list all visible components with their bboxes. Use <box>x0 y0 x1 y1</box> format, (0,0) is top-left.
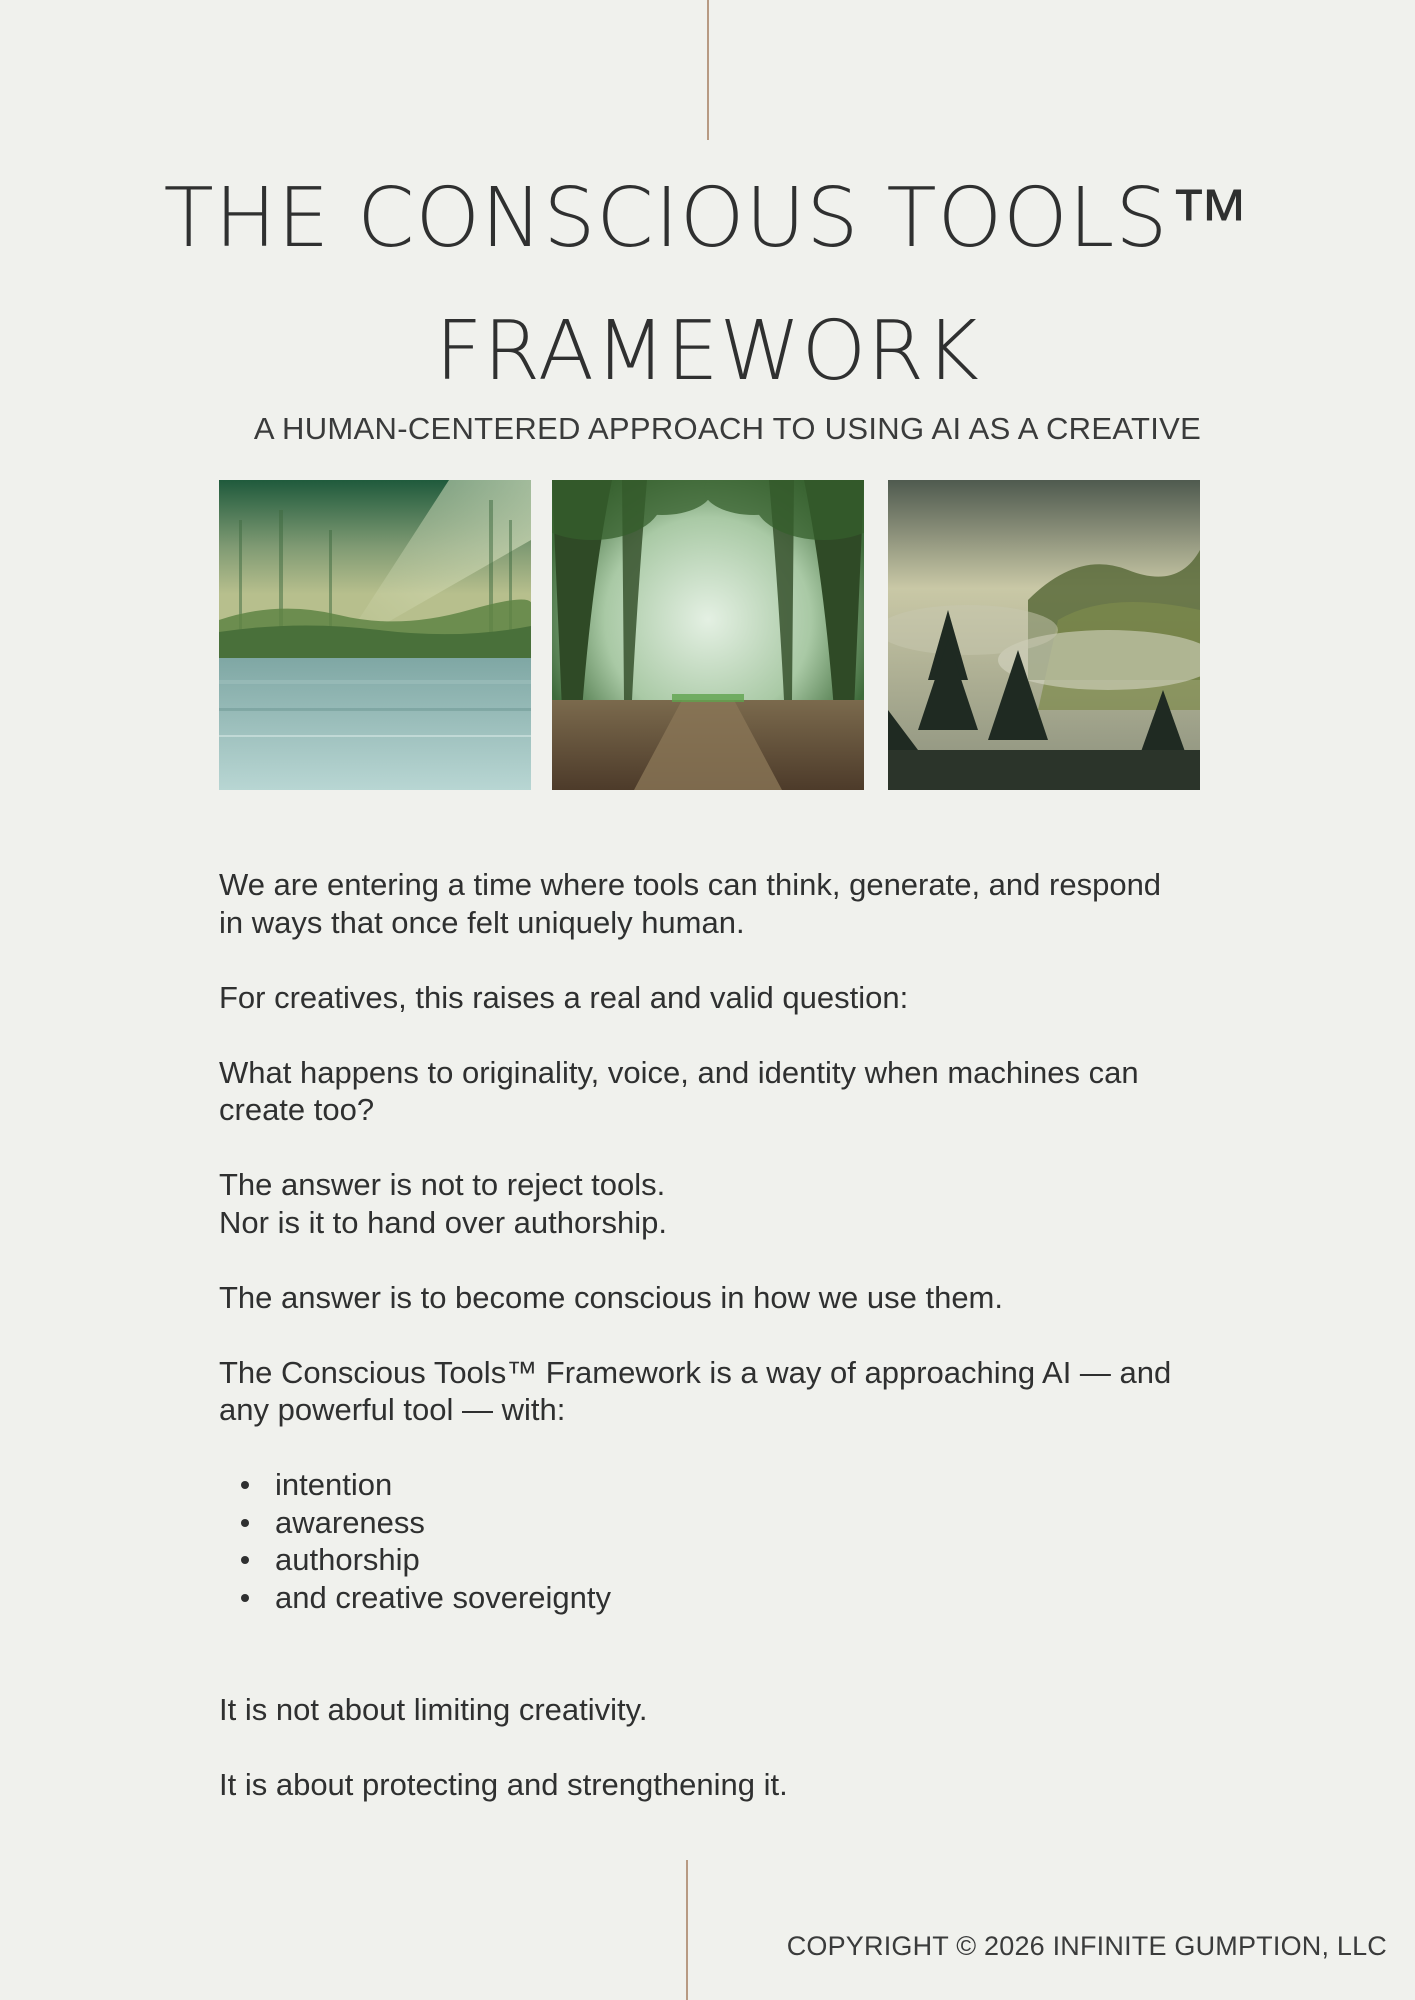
body-text <box>219 866 1279 1841</box>
copyright-footer: COPYRIGHT © 2026 INFINITE GUMPTION, LLC <box>786 1931 1387 1961</box>
values-list <box>219 1466 1279 1616</box>
title-line-1: THE CONSCIOUS TOOLS™ <box>163 171 1252 266</box>
paragraph-question-lead: For creatives, this raises a real and valid question: <box>219 979 909 1015</box>
list-item: awareness <box>275 1504 1279 1542</box>
misty-marsh-photo <box>219 480 531 790</box>
paragraph-question: What happens to originality, voice, and identity when machines can create too? <box>219 1054 1139 1127</box>
foggy-pine-hills-photo <box>888 480 1200 790</box>
list-item: and creative sovereignty <box>275 1579 1279 1617</box>
paragraph-framework: The Conscious Tools™ Framework is a way of approaching AI — and any powerful tool — with: <box>219 1354 1172 1427</box>
paragraph-answer: The answer is not to reject tools. Nor is it to hand over authorship. <box>219 1167 668 1240</box>
paragraph-conscious: The answer is to become conscious in how we use them. <box>219 1279 1003 1315</box>
forest-path-photo <box>552 480 864 790</box>
paragraph-not-limiting: It is not about limiting creativity. <box>219 1692 648 1727</box>
paragraph-intro: We are entering a time where tools can think, generate, and respond in ways that once felt uniquely human. <box>219 867 1162 940</box>
list-item: authorship <box>275 1541 1279 1579</box>
page-title <box>140 152 1275 418</box>
top-divider-line <box>707 0 709 140</box>
image-gallery <box>219 480 1201 790</box>
paragraph-protecting: It is about protecting and strengthening it. <box>219 1767 788 1802</box>
page-subtitle: A HUMAN-CENTERED APPROACH TO USING AI AS A CREATIVE <box>253 411 1202 446</box>
list-item: intention <box>275 1466 1279 1504</box>
bottom-divider-line <box>686 1860 688 2000</box>
title-line-2: FRAMEWORK <box>435 304 980 399</box>
